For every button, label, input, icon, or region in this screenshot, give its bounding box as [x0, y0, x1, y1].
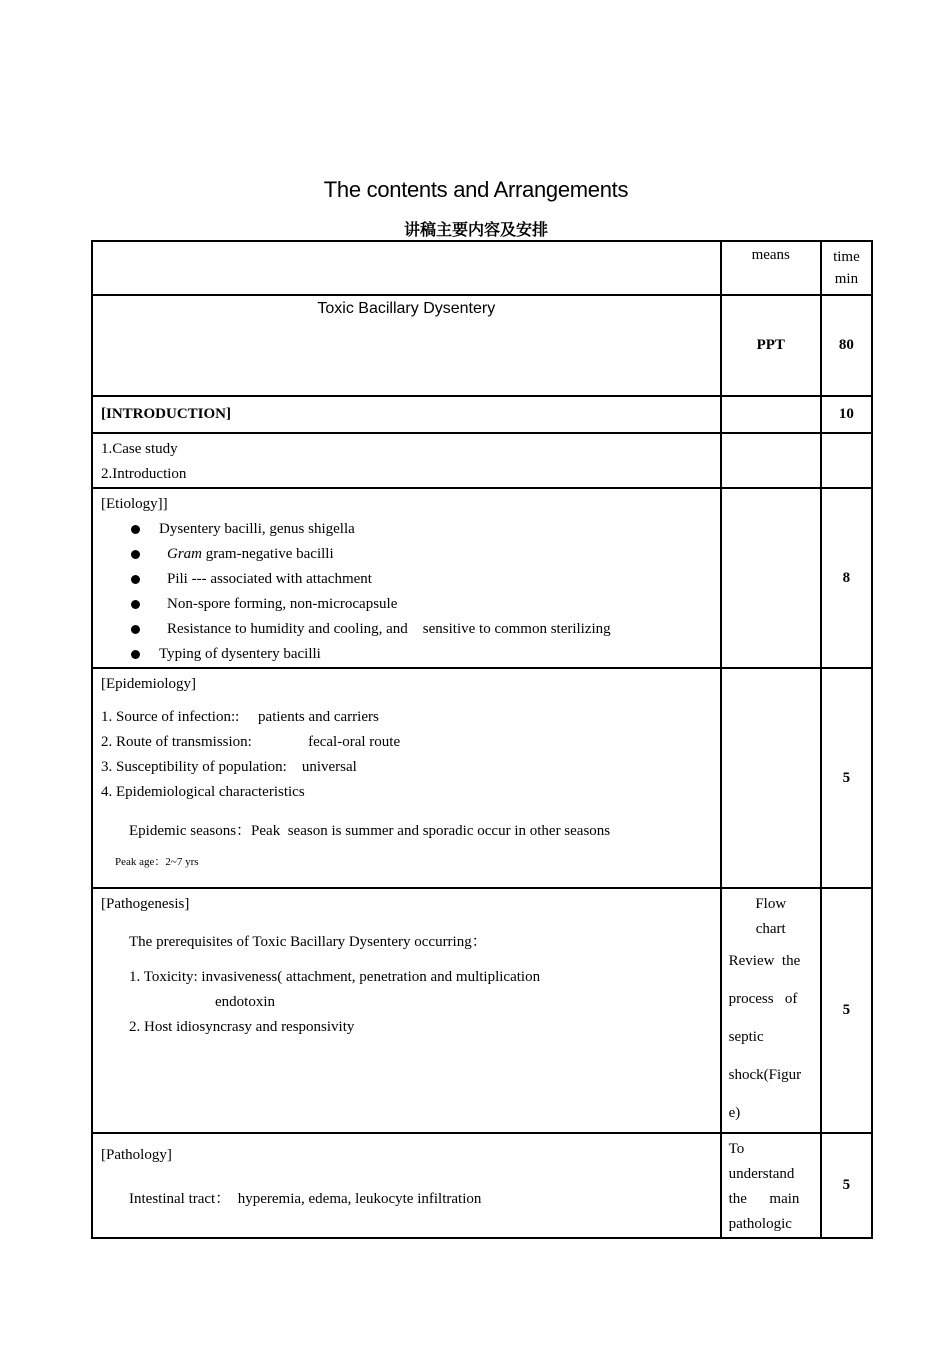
- list-item: Typing of dysentery bacilli: [131, 642, 712, 667]
- intro-items: [92, 433, 721, 488]
- pathology-time: 5: [821, 1133, 872, 1238]
- page-subtitle: 讲稿主要内容及安排: [403, 220, 548, 239]
- list-item: 2. Host idiosyncrasy and responsivity: [129, 1019, 355, 1035]
- list-item: 1.Case study: [101, 441, 178, 457]
- pathology-means: [721, 1133, 821, 1238]
- epidemiology-means: [721, 668, 821, 888]
- table-header-row: [92, 241, 872, 295]
- pathogenesis-means: [721, 888, 821, 1133]
- etiology-content: [92, 488, 721, 668]
- introduction-means: [721, 396, 821, 433]
- list-item: 2. Route of transmission: fecal-oral route: [101, 734, 401, 750]
- list-item-continuation: endotoxin: [215, 994, 275, 1010]
- header-time: [821, 241, 872, 295]
- introduction-row: [92, 396, 872, 433]
- pathogenesis-content: [92, 888, 721, 1133]
- etiology-heading: [Etiology]]: [101, 496, 168, 512]
- means-line: chart: [755, 921, 786, 937]
- topic-row: [92, 295, 872, 396]
- epidemiology-content: [92, 668, 721, 888]
- list-item: Non-spore forming, non-microcapsule: [131, 592, 712, 617]
- means-line: e): [728, 1105, 741, 1121]
- introduction-time: 10: [821, 396, 872, 433]
- list-item: 1. Source of infection:: patients and carriers: [101, 709, 379, 725]
- intro-items-row: [92, 433, 872, 488]
- epidemic-seasons: Epidemic seasons：Peak season is summer and sporadic occur in other seasons: [129, 823, 611, 839]
- list-item: 1. Toxicity: invasiveness( attachment, penetration and multiplication: [129, 969, 541, 985]
- means-line: pathologic: [728, 1216, 792, 1232]
- means-line: Review the: [728, 953, 801, 969]
- topic-means: PPT: [721, 295, 821, 396]
- etiology-time: 8: [821, 488, 872, 668]
- header-time-unit: min: [834, 271, 859, 287]
- list-item: Resistance to humidity and cooling, and sensitive to common sterilizing: [131, 617, 712, 642]
- pathogenesis-row: [92, 888, 872, 1133]
- arrangement-table: [91, 240, 873, 1239]
- list-item: Dysentery bacilli, genus shigella: [131, 517, 712, 542]
- intro-items-time: [821, 433, 872, 488]
- pathogenesis-time: 5: [821, 888, 872, 1133]
- pathology-line: Intestinal tract： hyperemia, edema, leukocyte infiltration: [129, 1191, 482, 1207]
- header-means: means: [721, 241, 821, 295]
- list-item: Pili --- associated with attachment: [131, 567, 712, 592]
- means-line: To: [728, 1141, 745, 1157]
- means-line: the main: [728, 1191, 800, 1207]
- etiology-row: [92, 488, 872, 668]
- epidemiology-row: [92, 668, 872, 888]
- gram-text: gram-negative bacilli: [205, 546, 334, 562]
- epidemiology-time: 5: [821, 668, 872, 888]
- page-title: The contents and Arrangements: [323, 177, 629, 202]
- topic-time: 80: [821, 295, 872, 396]
- header-time-label: time: [833, 249, 860, 265]
- etiology-list: [101, 517, 712, 667]
- header-blank-cell: [92, 241, 721, 295]
- means-line: septic: [728, 1029, 764, 1045]
- etiology-means: [721, 488, 821, 668]
- list-item: 4. Epidemiological characteristics: [101, 784, 305, 800]
- peak-age: Peak age：2~7 yrs: [115, 856, 199, 868]
- pathology-heading: [Pathology]: [101, 1147, 172, 1163]
- intro-items-means: [721, 433, 821, 488]
- means-line: understand: [728, 1166, 795, 1182]
- list-item: 2.Introduction: [101, 466, 187, 482]
- epidemiology-heading: [Epidemiology]: [101, 676, 196, 692]
- pathology-row: [92, 1133, 872, 1238]
- list-item: [131, 542, 712, 567]
- pathogenesis-intro: The prerequisites of Toxic Bacillary Dysentery occurring：: [129, 934, 487, 950]
- means-line: shock(Figur: [728, 1067, 802, 1083]
- list-item: 3. Susceptibility of population: universal: [101, 759, 357, 775]
- pathology-content: [92, 1133, 721, 1238]
- means-line: Flow: [755, 896, 787, 912]
- introduction-heading: [INTRODUCTION]: [92, 396, 721, 433]
- topic-name: Toxic Bacillary Dysentery: [92, 295, 721, 396]
- gram-italic: Gram: [167, 546, 203, 562]
- pathogenesis-heading: [Pathogenesis]: [101, 896, 190, 912]
- means-line: process of: [728, 991, 798, 1007]
